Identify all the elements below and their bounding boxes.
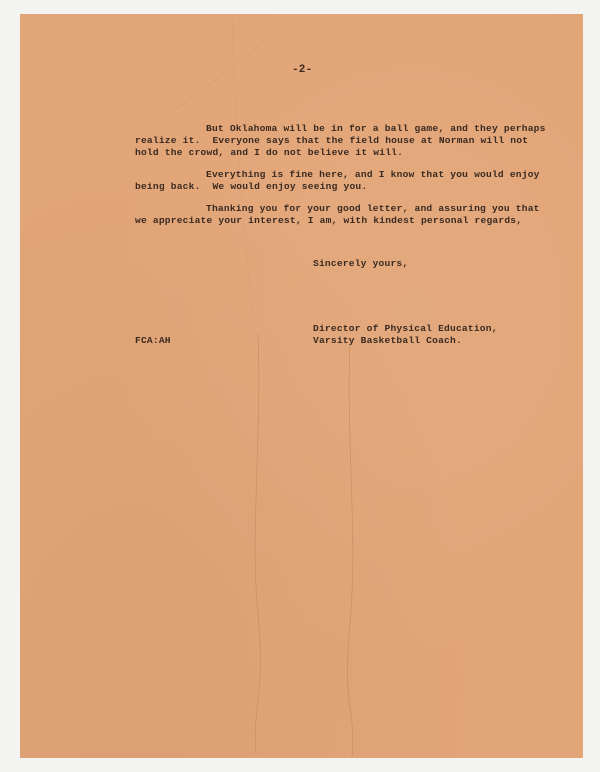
paragraph-3-line-1: Thanking you for your good letter, and assuring you that: [206, 203, 540, 214]
paragraph-3-line-2: we appreciate your interest, I am, with kindest personal regards,: [135, 215, 523, 226]
letter-page: [20, 14, 583, 758]
paragraph-2-line-2: being back. We would enjoy seeing you.: [135, 181, 368, 192]
page-number: -2-: [292, 64, 313, 76]
paragraph-1-line-1: But Oklahoma will be in for a ball game, and they perhaps: [206, 123, 546, 134]
paragraph-1-line-2: realize it. Everyone says that the field house at Norman will not: [135, 135, 529, 146]
closing: Sincerely yours,: [313, 258, 409, 269]
signature-title-line-1: Director of Physical Education,: [313, 323, 498, 334]
paragraph-2-line-1: Everything is fine here, and I know that you would enjoy: [206, 169, 540, 180]
reference-initials: FCA:AH: [135, 335, 171, 346]
signature-title-line-2: Varsity Basketball Coach.: [313, 335, 462, 346]
paragraph-1-line-3: hold the crowd, and I do not believe it will.: [135, 147, 404, 158]
